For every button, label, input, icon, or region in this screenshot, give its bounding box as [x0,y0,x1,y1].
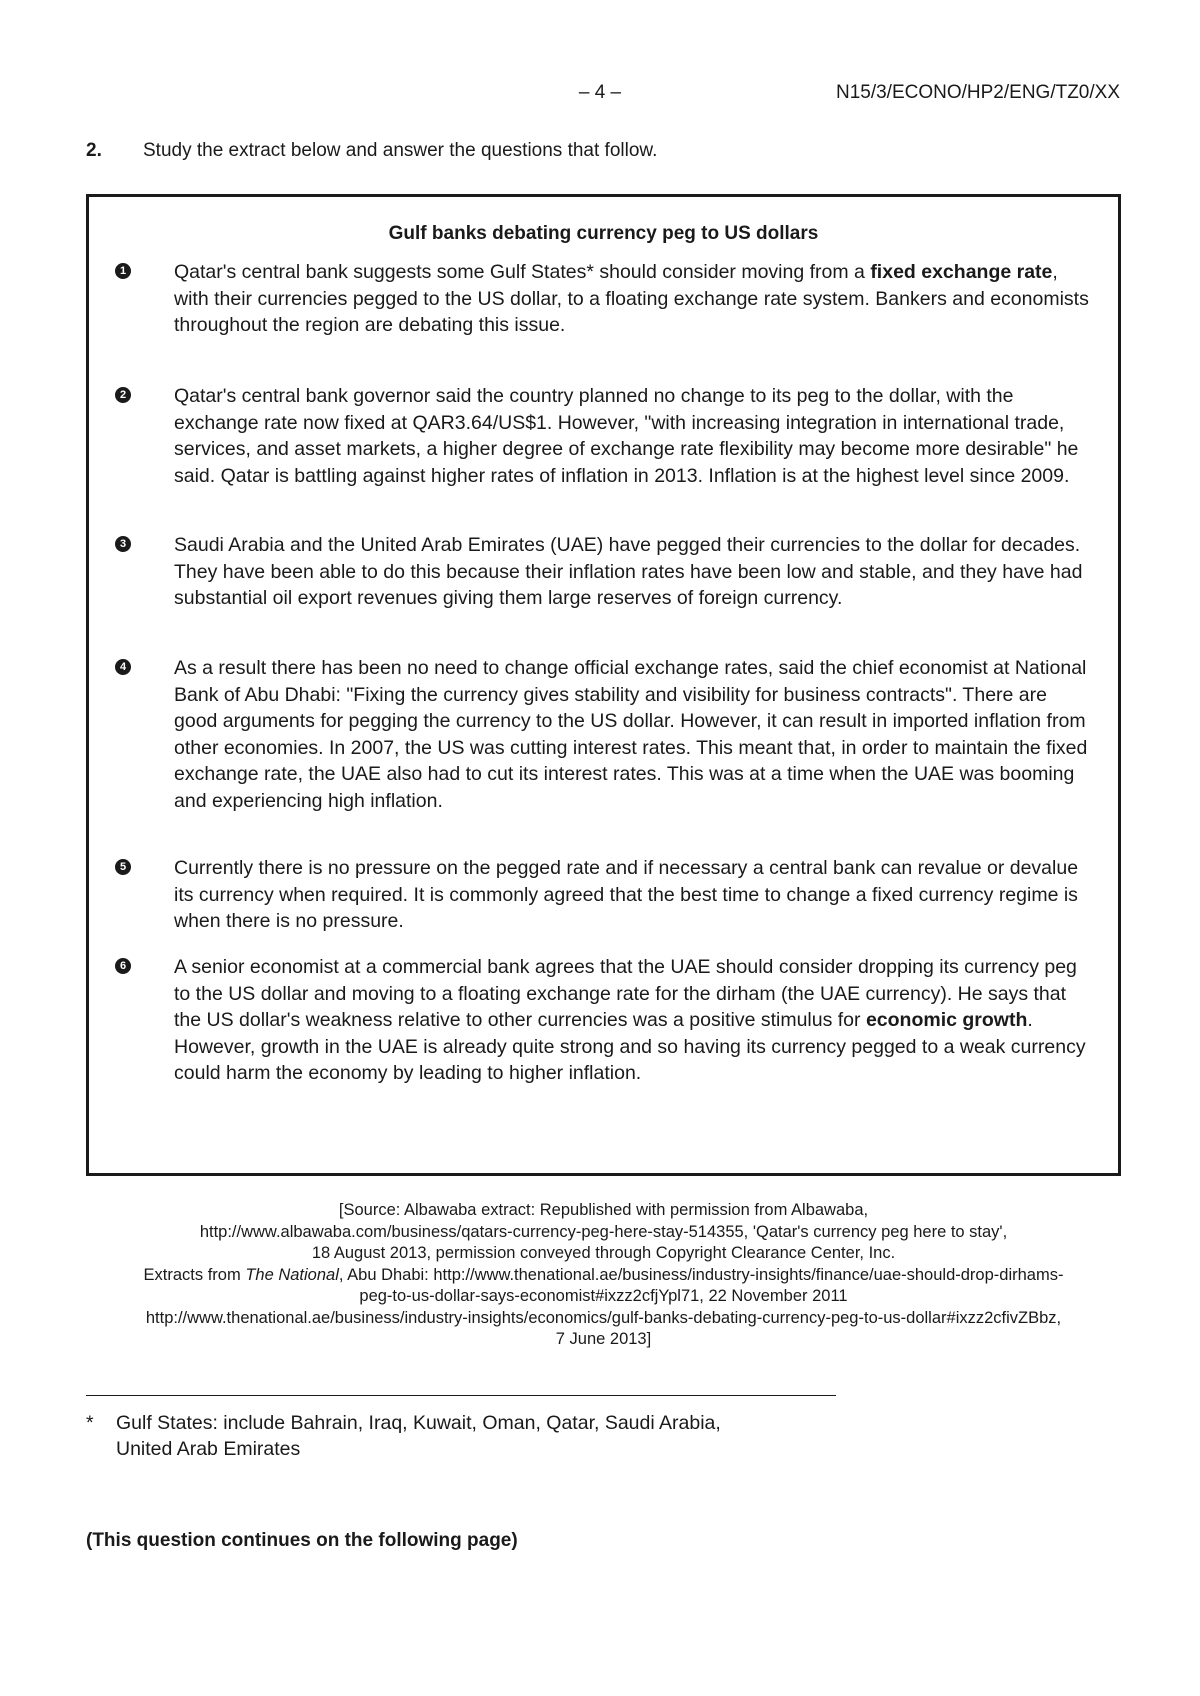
footnote-text: Gulf States: include Bahrain, Iraq, Kuwait, Oman, Qatar, Saudi Arabia, United Arab Emirates [116,1412,721,1460]
extract-title: Gulf banks debating currency peg to US dollars [388,223,819,244]
source-line: 18 August 2013, permission conveyed through Copyright Clearance Center, Inc. [311,1244,896,1262]
source-line: http://www.thenational.ae/business/industry-insights/economics/gulf-banks-debating-currency-peg-to-us-dollar#ixzz2cfivZBbz, [145,1308,1062,1327]
paragraph-text: As a result there has been no need to change official exchange rates, said the chief economist at National Bank of Abu Dhabi: "Fixing the currency gives stability and visibility for business contracts". There are good arguments for pegging the currency to the US dollar. However, it can result in imported inflation from other economies. In 2007, the US was cutting interest rates. This meant that, in order to maintain the fixed exchange rate, the UAE also had to cut its interest rates. This was at a time when the UAE was booming and experiencing high inflation. [174,657,1088,812]
paragraph-text: A senior economist at a commercial bank agrees that the UAE should consider dropping its currency peg to the US dollar and moving to a floating exchange rate for the dirham (the UAE currency). He says that the US dollar's weakness relative to other currencies was a positive stimulus for economic growth. However, growth in the UAE is already quite strong and so having its currency pegged to a weak currency could harm the economy by leading to higher inflation. [174,956,1086,1084]
paragraph-number: 5 [115,859,131,875]
key-term-fixed-exchange-rate: fixed exchange rate [870,261,1053,283]
paragraph-number: 6 [115,958,131,974]
paragraph-text: Saudi Arabia and the United Arab Emirates (UAE) have pegged their currencies to the dollar for decades. They have been able to do this because their inflation rates have been low and stable, and they have had substantial oil export revenues giving them large reserves of foreign currency. [174,534,1083,609]
continues-note: (This question continues on the following page) [86,1530,518,1551]
paragraph-number: 2 [115,387,131,403]
source-line: http://www.albawaba.com/business/qatars-currency-peg-here-stay-514355, 'Qatar's currency peg here to stay', [199,1222,1008,1241]
publication-name: The National [245,1265,339,1284]
source-line: 7 June 2013] [555,1330,652,1348]
paragraph-number: 3 [115,536,131,552]
paragraph-text: Currently there is no pressure on the pegged rate and if necessary a central bank can revalue or devalue its currency when required. It is commonly agreed that the best time to change a fixed currency regime is when there is no pressure. [174,857,1079,932]
paragraph-number: 1 [115,263,131,279]
paragraph-number: 4 [115,659,131,675]
page-number: – 4 – [578,82,622,103]
question-number: 2. [86,140,102,161]
footnote-divider [86,1395,836,1396]
paragraph-text: Qatar's central bank governor said the country planned no change to its peg to the dollar, with the exchange rate now fixed at QAR3.64/US$1. However, "with increasing integration in international trade, services, and asset markets, a higher degree of exchange rate flexibility may become more desirable" he said. Qatar is battling against higher rates of inflation in 2013. Inflation is at the highest level since 2009. [174,385,1079,487]
source-line: [Source: Albawaba extract: Republished with permission from Albawaba, [338,1201,869,1219]
paper-code: N15/3/ECONO/HP2/ENG/TZ0/XX [835,82,1120,103]
extract-box [86,194,1121,1176]
footnote-marker: * [86,1412,94,1434]
question-instruction: Study the extract below and answer the questions that follow. [143,140,658,161]
source-line: peg-to-us-dollar-says-economist#ixzz2cfjYpl71, 22 November 2011 [359,1287,848,1305]
source-citation [86,1200,1121,1351]
source-line: Extracts from The National, Abu Dhabi: http://www.thenational.ae/business/industry-insights/finance/uae-should-drop-dirhams- [143,1265,1064,1284]
key-term-economic-growth: economic growth [865,1009,1028,1031]
paragraph-text: Qatar's central bank suggests some Gulf States* should consider moving from a fixed exchange rate, with their currencies pegged to the US dollar, to a floating exchange rate system. Bankers and economists throughout the region are debating this issue. [174,261,1089,336]
